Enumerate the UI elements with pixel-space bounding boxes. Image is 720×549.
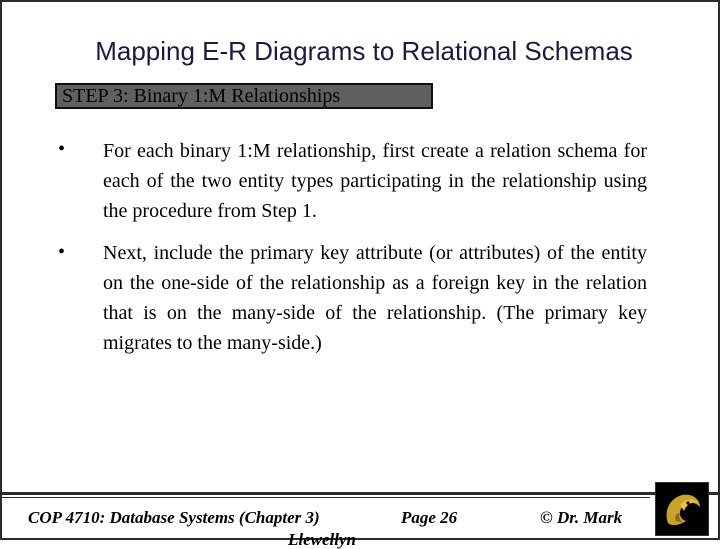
footer-course: COP 4710: Database Systems (Chapter 3) [28,508,320,527]
paragraph-2: Next, include the primary key attribute (or attributes) of the entity on the one-side of the relationship as a foreign key in the relation that is on the many-side of the relationship. (The primary key migrates to the many-side.) [103,242,647,354]
ucf-pegasus-logo-icon [655,482,709,536]
bullet-icon: • [58,241,66,263]
footer-divider [0,492,720,495]
footer-author: © Dr. Mark [540,508,623,527]
step-label: STEP 3: Binary 1:M Relationships [62,85,341,107]
footer-divider-thin [0,497,650,498]
footer-author-cutoff: Llewellyn [288,530,356,549]
paragraph-1: For each binary 1:M relationship, first create a relation schema for each of the two entity types participating in the relationship using the procedure from Step 1. [103,140,647,222]
step-label-box [55,83,433,109]
slide-title: Mapping E-R Diagrams to Relational Schemas [95,36,633,66]
footer-page: Page 26 [401,508,458,527]
bullet-icon: • [58,138,66,160]
